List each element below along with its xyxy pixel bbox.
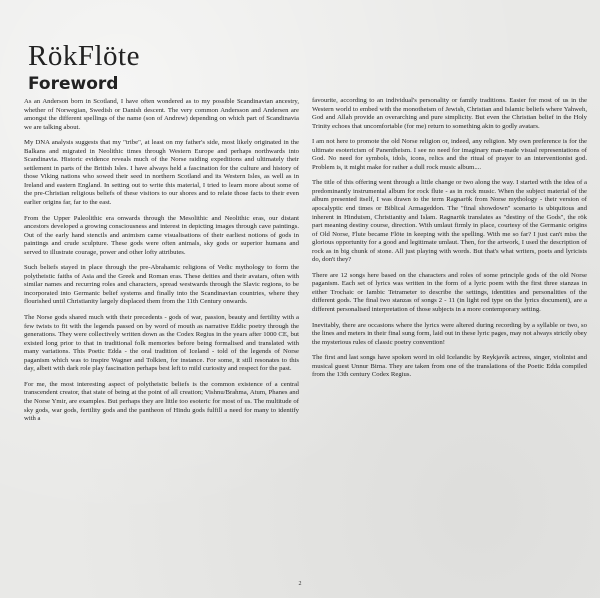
paragraph: The title of this offering went through a little change or two along the way. I started with the idea of a predominantly instrumental album for rock flute - as in rock music. When the subject material of the album presented itself, I was drawn to the term Ragnarök from Norse mythology - their version of apocalyptic end times or Biblical Armageddon. The "final showdown" scenario is ubiquitous and inherent in Hinduism, Christianity and Islam. Ragnarök translates as "destiny of the Gods", the rök part meaning destiny course, direction. With umlaut firmly in place, courtesy of the Germanic origins of Old Norse, Flute became Flöte in keeping with the spelling. With me so far? I just can't miss the glorious opportunity for a good and legitimate umlaut. Then, for the artwork, I used the description of rock as in big chunk of stone. All just playing with words. But that's what writers, poets and lyricists do, don't they? — [312, 179, 587, 264]
paragraph: I am not here to promote the old Norse religion or, indeed, any religion. My own preference is for the ultimate esotericism of Panentheism. I see no need for imaginary man-made visual representations of God. No need for symbols, idols, icons, relics and the ritual of prayer to an interventionist god. Problem is, it might make for rather a dull rock music album.... — [312, 138, 587, 171]
paragraph: From the Upper Paleolithic era onwards through the Mesolithic and Neolithic eras, our distant ancestors developed a growing consciousness and interest in depicting images through cave paintings. Out of the early hand stencils and animism came visualisations of their earliest notions of gods in paintings and crude sculpture. These gods were often animals, sky gods or superior humans and served to illustrate courage, power and other lofty attributes. — [24, 214, 299, 256]
paragraph: My DNA analysis suggests that my "tribe", at least on my father's side, most likely originated in the Balkans and migrated in Neolithic times through Western Europe and perhaps northwards into Scandinavia. Historic evidence reveals much of the Norse raiding expeditions and ultimately their settlement in parts of the British Isles. I have always held a fascination for the culture and history of those Viking nations who sowed their seed in northern Scotland and its Western Isles, as well as in Ireland and eastern England. In setting out to write this material, I tried to learn more about some of the pre-Christian religious beliefs of these visitors to our shores and to relate those facts to their even earlier origins far, far to the east. — [24, 139, 299, 207]
paragraph: The first and last songs have spoken word in old Icelandic by Reykjavík actress, singer, violinist and musical guest Unnur Birna. They are taken from one of the translations of the Poetic Edda compiled from the 13th century Codex Regius. — [312, 354, 587, 379]
paragraph: The Norse gods shared much with their precedents - gods of war, passion, beauty and fertility with a few twists to fit with the legends passed on by word of mouth as narrative Eddic poetry through the generations. They were collectively written down as the Codex Regius in the years after 1000 CE, but existed long prior to that in traditional folk memories before being formalised and translated with many variations. This Poetic Edda - the oral tradition of Iceland - told of the legends of Norse paganism which was to inspire Wagner and Tolkien, for instance. For some, it still resonates to this day, albeit with dark role play fascination perhaps best left to mild curiosity and respect for the past. — [24, 314, 299, 373]
paragraph: favourite, according to an individual's personality or family traditions. Easier for most of us in the Western world to embed with the monotheism of Jewish, Christian and Islamic beliefs where Yahweh, God and Allah provide an overarching and pure simplicity. But even the Christian belief in the Holy Trinity echoes that uncomfortable (for me) return to something akin to godly avatars. — [312, 97, 587, 130]
right-column — [312, 97, 587, 559]
section-heading: Foreword — [28, 74, 119, 94]
paragraph: There are 12 songs here based on the characters and roles of some principle gods of the old Norse paganism. Each set of lyrics was written in the form of a lyric poem with the first three stanzas in either Trochaic or Iambic Tetrameter to describe the settings, identities and personalities of the different gods. The final two stanzas of songs 2 - 11 (in light red type on the lyrics document), are a different personalised interpretation of those subjects in a more contemporary setting. — [312, 271, 587, 314]
page-number: 2 — [298, 581, 302, 587]
paragraph: Inevitably, there are occasions where the lyrics were altered during recording by a syllable or two, so the lines and meters in their final sung form, laid out in these lyric pages, may not always strictly obey the mysterious rules of classic poetry convention! — [312, 321, 587, 346]
paragraph: As an Anderson born in Scotland, I have often wondered as to my possible Scandinavian ancestry, whether of Norwegian, Swedish or Danish descent. The very common Andersson and Andersen are amongst the different spellings of the name (son of Andrew) depending on which part of Scandinavia we are talking about. — [24, 98, 299, 131]
paragraph: For me, the most interesting aspect of polytheistic beliefs is the common existence of a central transcendent creator, that state of being at the point of all creation; Vishnu/Brahma, Atum, Phanes and the Norse Ymir, are examples. But perhaps they are little too esoteric for most of us. The multitude of sky gods, war gods, fertility gods and the pantheon of Hindu gods fulfill a need for many to identify with a — [24, 380, 299, 423]
album-title: RökFlöte — [28, 40, 140, 72]
left-column — [24, 98, 299, 563]
paragraph: Such beliefs stayed in place through the pre-Abrahamic religions of Vedic mythology to form the polytheistic faiths of Asia and the Greek and Roman eras. These deities and their avatars, often with similar names and recurring roles and characters, spread westwards through the Slavic regions, to be incorporated into Germanic belief systems and finally into the Scandinavian countries, where they flourished until Christianity largely displaced them from the 11th Century onwards. — [24, 264, 299, 306]
